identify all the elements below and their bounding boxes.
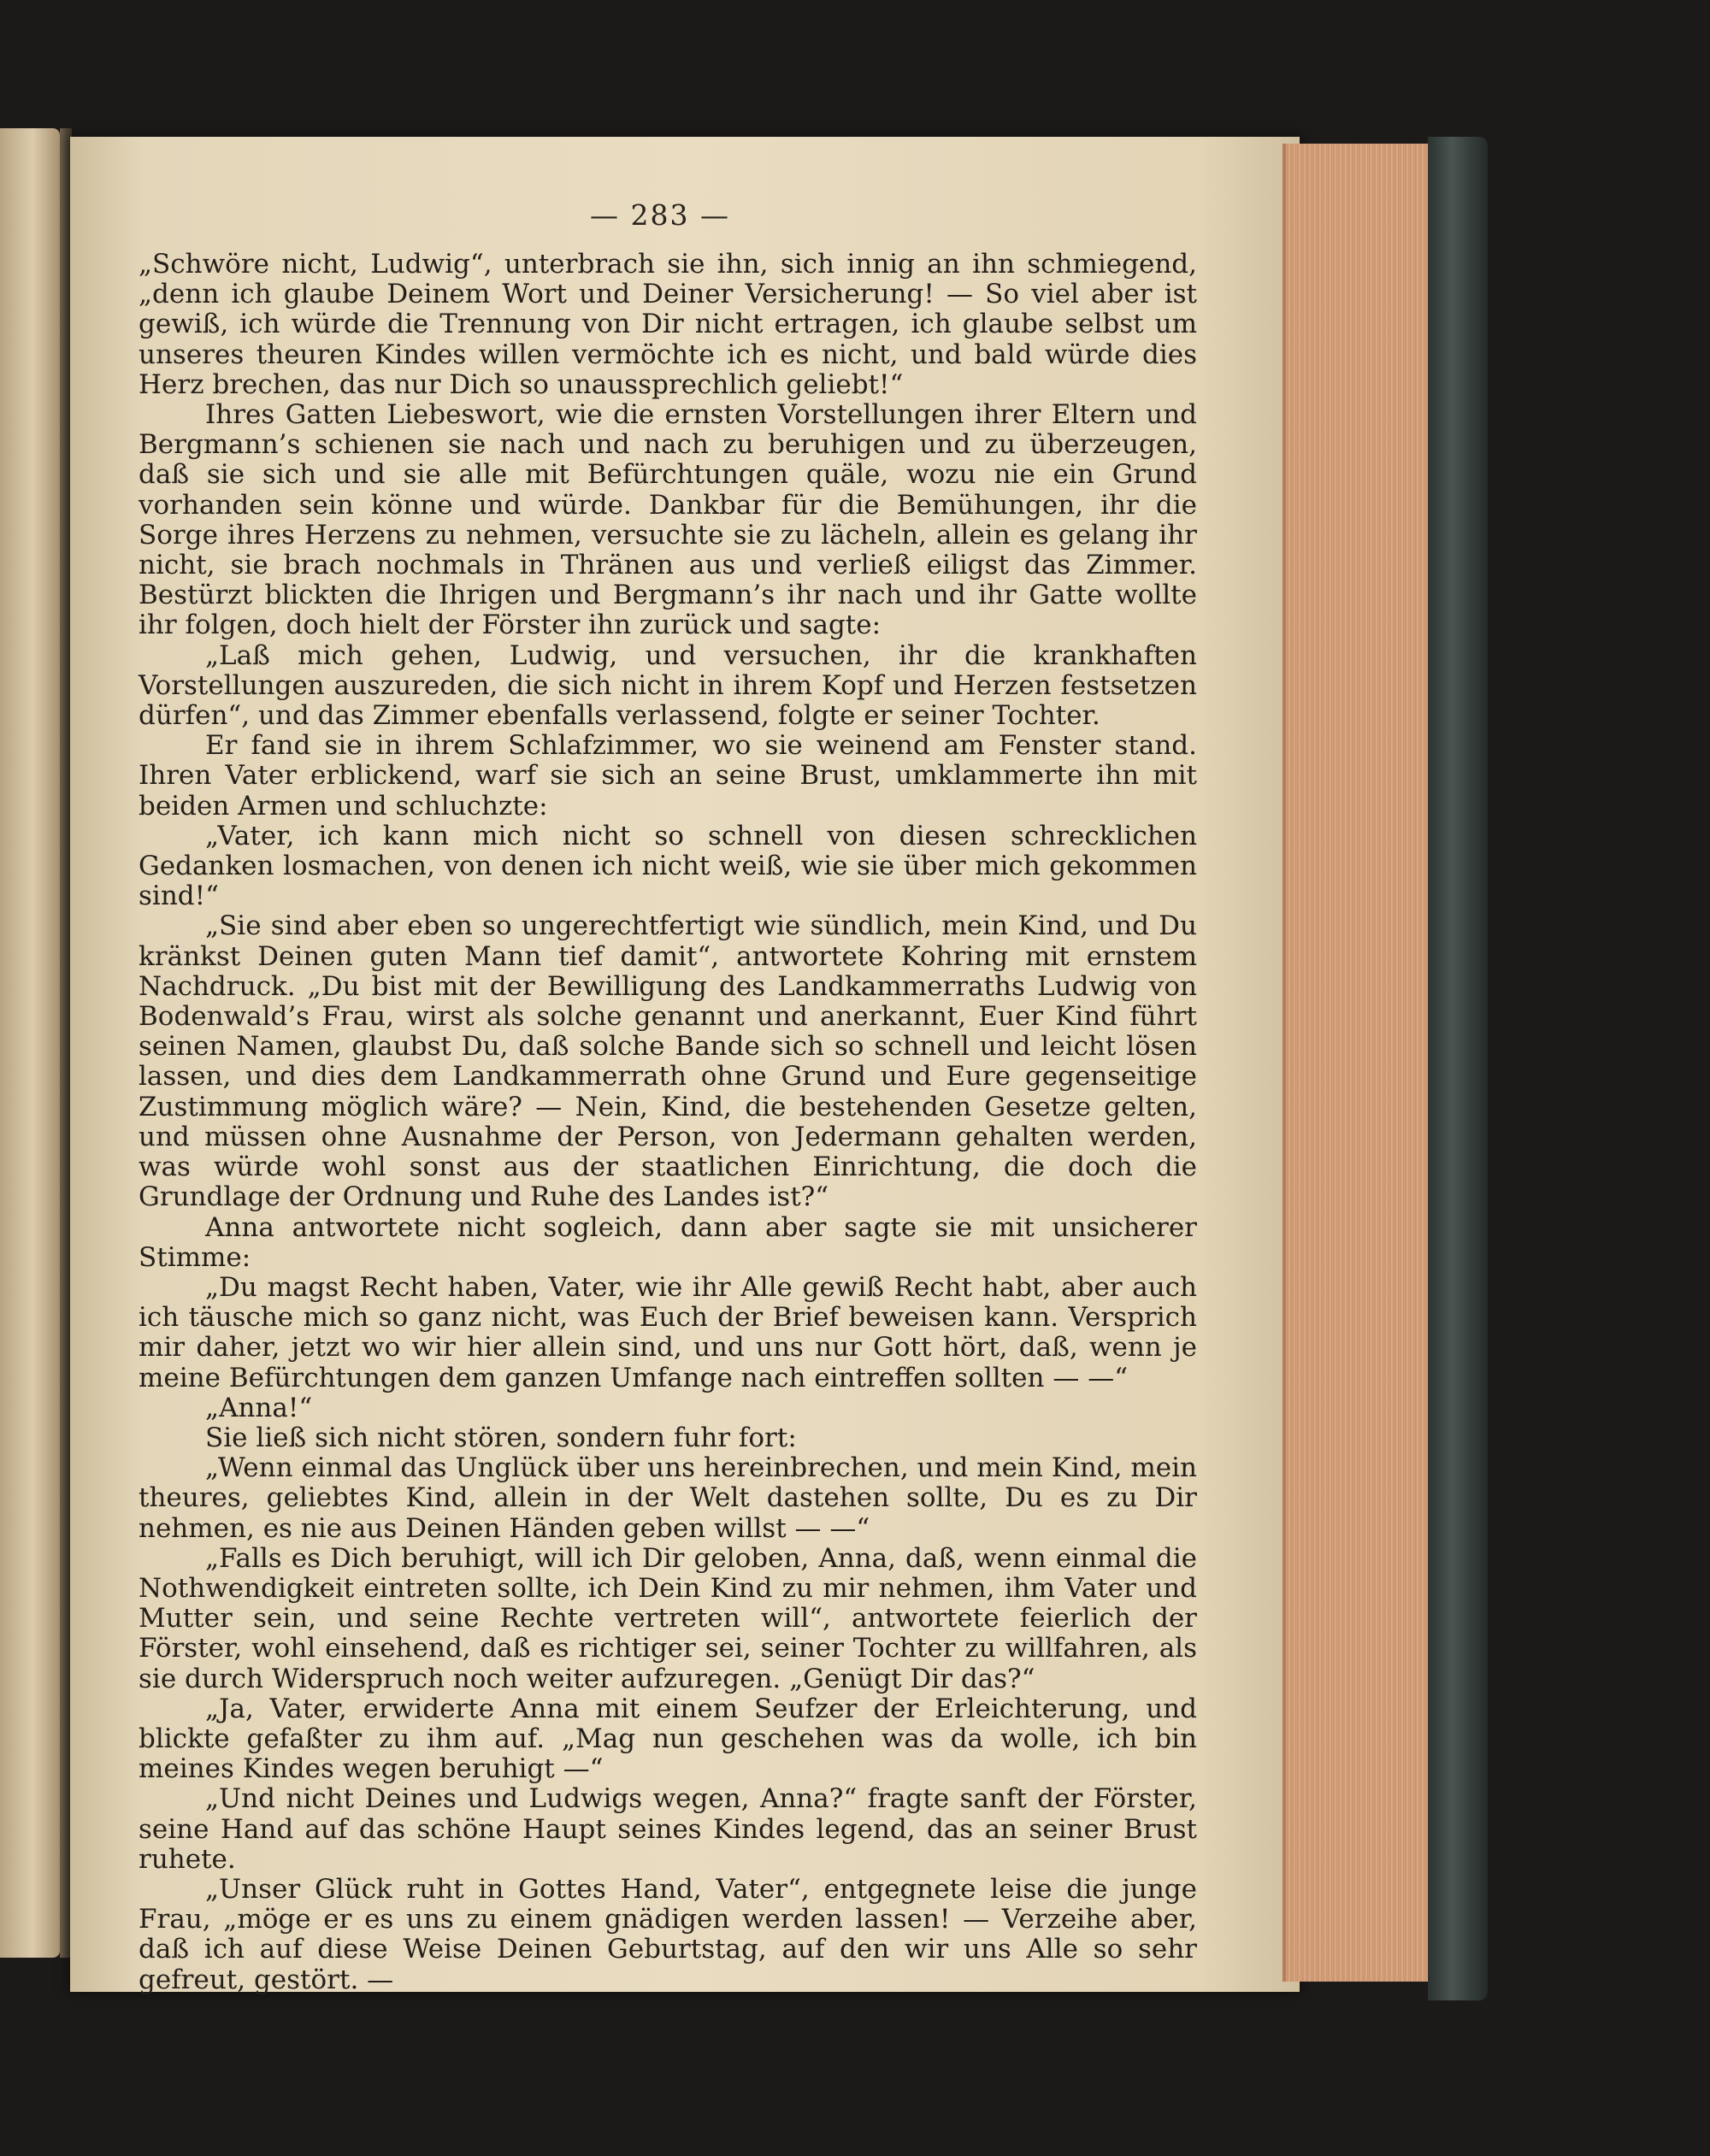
paragraph: „Laß mich gehen, Ludwig, und versuchen, ihr die krankhaften Vorstellungen auszureden, die sich nicht in ihrem Kopf und Herzen festsetzen dürfen“, und das Zimmer ebenfalls verlassend, folgte er seiner Tochter. — [139, 639, 1197, 732]
paragraph: „Du magst Recht haben, Vater, wie ihr Alle gewiß Recht habt, aber auch ich täusche mich so ganz nicht, was Euch der Brief beweisen kann. Versprich mir daher, jetzt wo wir hier allein sind, und uns nur Gott hört, daß, wenn je meine Befürchtungen dem ganzen Umfange nach eintreffen sollten — —“ — [139, 1271, 1197, 1393]
paragraph: Ihres Gatten Liebeswort, wie die ernsten Vorstellungen ihrer Eltern und Bergmann’s schienen sie nach und nach zu beruhigen und zu überzeugen, daß sie sich und sie alle mit Befürchtungen quäle, wozu nie ein Grund vorhanden sein könne und würde. Dankbar für die Bemühungen, ihr die Sorge ihres Herzens zu nehmen, versuchte sie zu lächeln, allein es gelang ihr nicht, sie brach nochmals in Thränen aus und verließ eiligst das Zimmer. Bestürzt blickten die Ihrigen und Bergmann’s ihr nach und ihr Gatte wollte ihr folgen, doch hielt der Förster ihn zurück und sagte: — [139, 399, 1197, 641]
paragraph: „Ja, Vater, erwiderte Anna mit einem Seufzer der Erleichterung, und blickte gefaßter zu ihm auf. „Mag nun geschehen was da wolle, ich bin meines Kindes wegen beruhigt —“ — [139, 1693, 1197, 1785]
page-block-edge — [1282, 144, 1448, 1982]
paragraph: „Falls es Dich beruhigt, will ich Dir geloben, Anna, daß, wenn einmal die Nothwendigkeit eintreten sollte, ich Dein Kind zu mir nehmen, ihm Vater und Mutter sein, und seine Rechte vertreten will“, antwortete feierlich der Förster, wohl einsehend, daß es richtiger sei, seiner Tochter zu willfahren, als sie durch Widerspruch noch weiter aufzuregen. „Genügt Dir das?“ — [139, 1542, 1197, 1694]
body-text — [139, 250, 1197, 1995]
left-facing-page — [0, 128, 60, 1958]
paragraph: „Unser Glück ruht in Gottes Hand, Vater“, entgegnete leise die junge Frau, „möge er es uns zu einem gnädigen werden lassen! — Verzeihe aber, daß ich auf diese Weise Deinen Geburtstag, auf den wir uns Alle so sehr gefreut, gestört. — — [139, 1873, 1197, 1995]
paragraph: „Vater, ich kann mich nicht so schnell von diesen schrecklichen Gedanken losmachen, von denen ich nicht weiß, wie sie über mich gekommen sind!“ — [139, 820, 1197, 912]
book-cover-board — [1428, 137, 1488, 2000]
paragraph: „Und nicht Deines und Ludwigs wegen, Anna?“ fragte sanft der Förster, seine Hand auf das schöne Haupt seines Kindes legend, das an seiner Brust ruhete. — [139, 1783, 1197, 1875]
paragraph: „Sie sind aber eben so ungerechtfertigt wie sündlich, mein Kind, und Du kränkst Deinen guten Mann tief damit“, antwortete Kohring mit ernstem Nachdruck. „Du bist mit der Bewilligung des Landkammerraths Ludwig von Bodenwald’s Frau, wirst als solche genannt und anerkannt, Euer Kind führt seinen Namen, glaubst Du, daß solche Bande sich so schnell und leicht lösen lassen, und dies dem Landkammerrath ohne Grund und Eure gegenseitige Zustimmung möglich wäre? — Nein, Kind, die bestehenden Gesetze gelten, und müssen ohne Ausnahme der Person, von Jedermann gehalten werden, was würde wohl sonst aus der staatlichen Einrichtung, die doch die Grundlage der Ordnung und Ruhe des Landes ist?“ — [139, 910, 1197, 1213]
paragraph: Anna antwortete nicht sogleich, dann aber sagte sie mit unsicherer Stimme: — [139, 1211, 1197, 1273]
paragraph: „Schwöre nicht, Ludwig“, unterbrach sie ihn, sich innig an ihn schmiegend, „denn ich glaube Deinem Wort und Deiner Versicherung! — So viel aber ist gewiß, ich würde die Trennung von Dir nicht ertragen, ich glaube selbst um unseres theuren Kindes willen vermöchte ich es nicht, und bald würde dies Herz brechen, das nur Dich so unaussprechlich geliebt!“ — [139, 249, 1197, 400]
paragraph: Er fand sie in ihrem Schlafzimmer, wo sie weinend am Fenster stand. Ihren Vater erblickend, warf sie sich an seine Brust, umklammerte ihn mit beiden Armen und schluchzte: — [139, 730, 1197, 822]
paragraph: Sie ließ sich nicht stören, sondern fuhr fort: — [205, 1422, 797, 1453]
page-number: — 283 — — [590, 198, 730, 232]
paragraph: „Wenn einmal das Unglück über uns hereinbrechen, und mein Kind, mein theures, geliebtes Kind, allein in der Welt dastehen sollte, Du es zu Dir nehmen, es nie aus Deinen Händen geben willst — —“ — [139, 1452, 1197, 1544]
paragraph: „Anna!“ — [205, 1392, 313, 1423]
